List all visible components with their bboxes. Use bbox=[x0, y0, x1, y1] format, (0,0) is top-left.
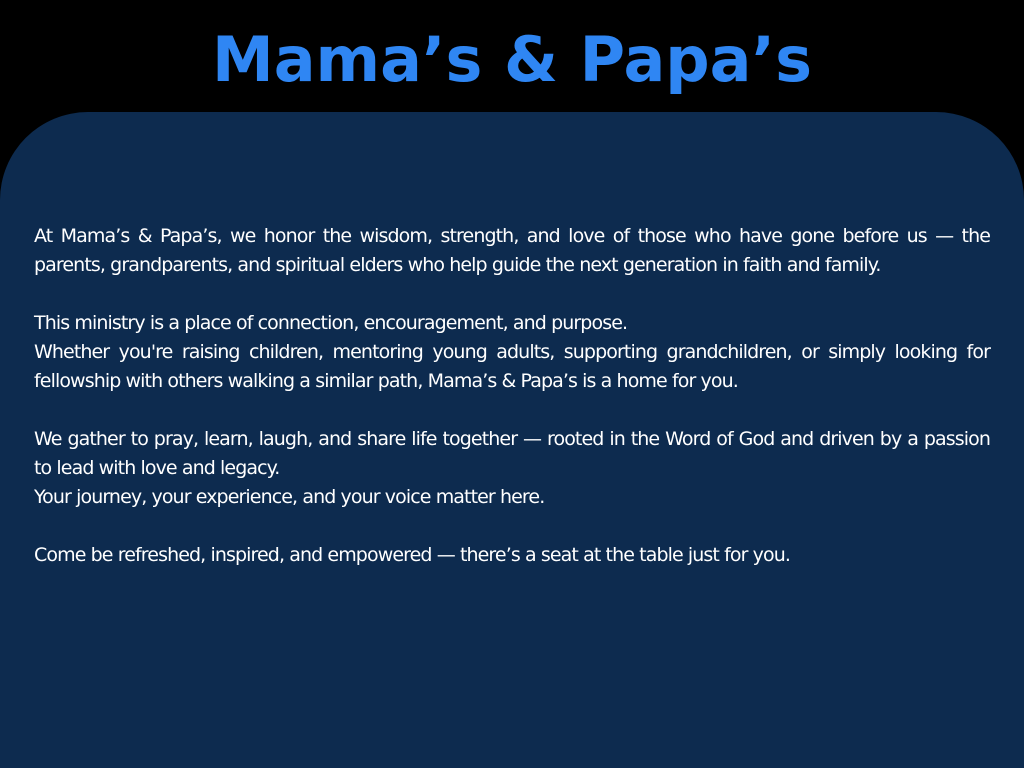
paragraph-spacer bbox=[34, 512, 990, 541]
gathering-paragraph: We gather to pray, learn, laugh, and share life together — rooted in the Word of God and driven by a passion to lead with love and legacy. bbox=[34, 428, 990, 479]
intro-paragraph: At Mama’s & Papa’s, we honor the wisdom, strength, and love of those who have gone before us — the parents, grandparents, and spiritual elders who help guide the next generation in faith and family. bbox=[34, 225, 990, 276]
content-body bbox=[34, 222, 990, 570]
paragraph-spacer bbox=[34, 396, 990, 425]
ministry-description-line: This ministry is a place of connection, encouragement, and purpose. bbox=[34, 312, 628, 334]
journey-line: Your journey, your experience, and your voice matter here. bbox=[34, 486, 545, 508]
page-title: Mama’s & Papa’s bbox=[212, 23, 812, 96]
content-card bbox=[0, 112, 1024, 768]
audience-paragraph: Whether you're raising children, mentoring young adults, supporting grandchildren, or simply looking for fellowship with others walking a similar path, Mama’s & Papa’s is a home for you. bbox=[34, 341, 990, 392]
paragraph-spacer bbox=[34, 280, 990, 309]
invitation-line: Come be refreshed, inspired, and empowered — there’s a seat at the table just for you. bbox=[34, 544, 791, 566]
